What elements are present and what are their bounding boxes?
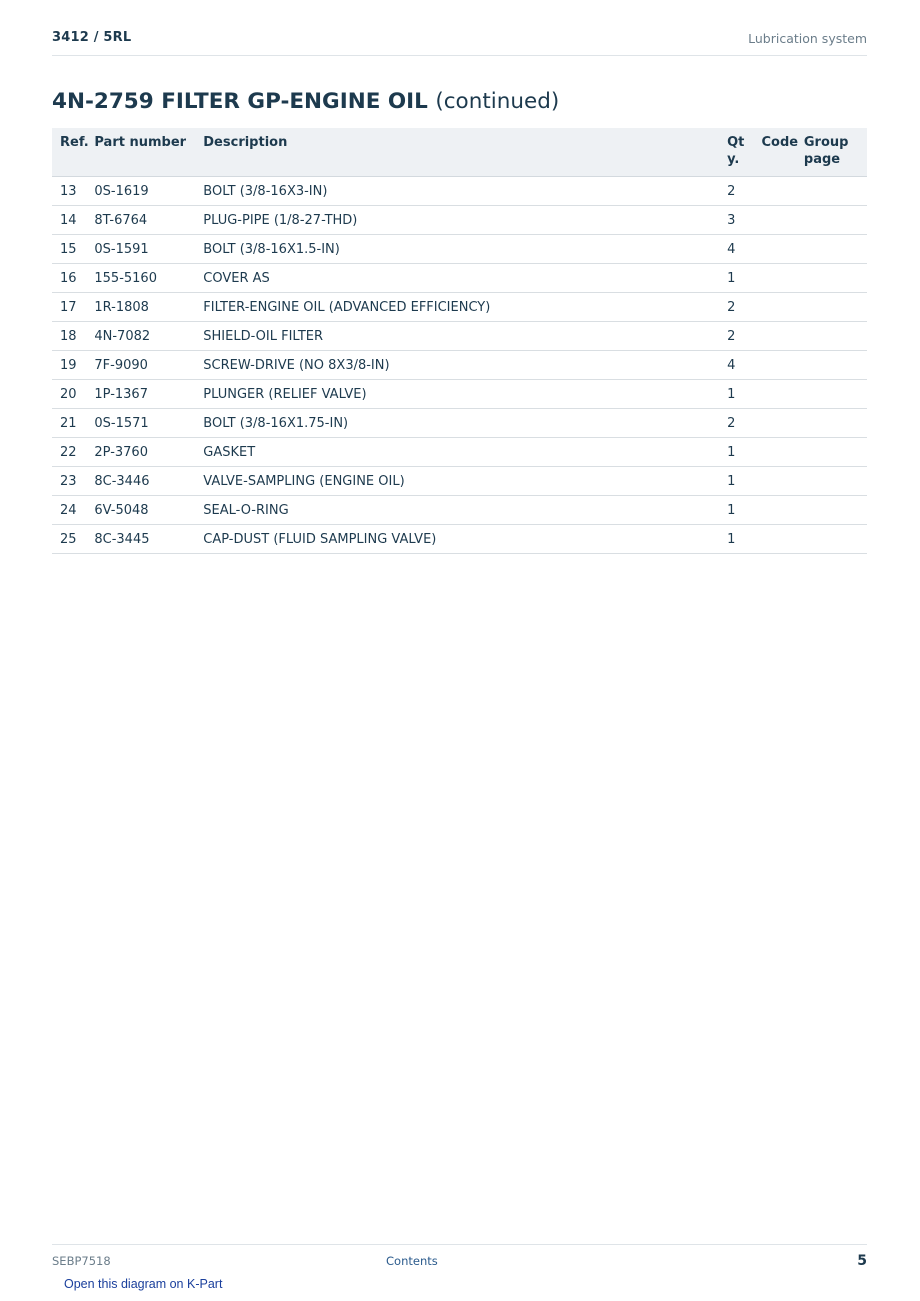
cell-description: SHIELD-OIL FILTER [195, 322, 719, 351]
cell-qty: 4 [719, 235, 753, 264]
cell-group-page [796, 235, 867, 264]
cell-code [753, 438, 795, 467]
cell-description: BOLT (3/8-16X1.5-IN) [195, 235, 719, 264]
cell-description: PLUNGER (RELIEF VALVE) [195, 380, 719, 409]
table-header-row [52, 128, 867, 177]
cell-description: FILTER-ENGINE OIL (ADVANCED EFFICIENCY) [195, 293, 719, 322]
cell-part-number: 8T-6764 [86, 206, 195, 235]
cell-description: CAP-DUST (FLUID SAMPLING VALVE) [195, 525, 719, 554]
column-header-ref: Ref. [52, 128, 86, 177]
cell-description: GASKET [195, 438, 719, 467]
cell-code [753, 467, 795, 496]
cell-group-page [796, 467, 867, 496]
cell-description: PLUG-PIPE (1/8-27-THD) [195, 206, 719, 235]
table-row [52, 438, 867, 467]
column-header-group-page: Group page [796, 128, 867, 177]
parts-table [52, 128, 867, 554]
page-header [52, 28, 867, 56]
section-name: Lubrication system [748, 31, 867, 46]
cell-qty: 2 [719, 177, 753, 206]
table-row [52, 264, 867, 293]
cell-ref: 15 [52, 235, 86, 264]
cell-part-number: 8C-3446 [86, 467, 195, 496]
cell-qty: 2 [719, 322, 753, 351]
cell-code [753, 264, 795, 293]
table-row [52, 467, 867, 496]
cell-description: SCREW-DRIVE (NO 8X3/8-IN) [195, 351, 719, 380]
table-row [52, 351, 867, 380]
contents-link[interactable]: Contents [386, 1254, 438, 1268]
cell-part-number: 6V-5048 [86, 496, 195, 525]
cell-ref: 24 [52, 496, 86, 525]
cell-part-number: 4N-7082 [86, 322, 195, 351]
column-header-code: Code [753, 128, 795, 177]
cell-description: BOLT (3/8-16X3-IN) [195, 177, 719, 206]
cell-group-page [796, 438, 867, 467]
page-footer [52, 1244, 867, 1301]
cell-ref: 18 [52, 322, 86, 351]
cell-part-number: 0S-1571 [86, 409, 195, 438]
cell-ref: 14 [52, 206, 86, 235]
cell-code [753, 496, 795, 525]
cell-ref: 17 [52, 293, 86, 322]
open-diagram-link[interactable]: Open this diagram on K-Part [64, 1277, 223, 1291]
cell-description: BOLT (3/8-16X1.75-IN) [195, 409, 719, 438]
cell-description: VALVE-SAMPLING (ENGINE OIL) [195, 467, 719, 496]
cell-part-number: 155-5160 [86, 264, 195, 293]
cell-description: SEAL-O-RING [195, 496, 719, 525]
cell-ref: 20 [52, 380, 86, 409]
cell-group-page [796, 264, 867, 293]
cell-ref: 16 [52, 264, 86, 293]
cell-ref: 22 [52, 438, 86, 467]
cell-ref: 25 [52, 525, 86, 554]
table-row [52, 235, 867, 264]
cell-group-page [796, 496, 867, 525]
document-id: SEBP7518 [52, 1254, 111, 1268]
table-row [52, 525, 867, 554]
cell-code [753, 322, 795, 351]
cell-ref: 13 [52, 177, 86, 206]
model-code: 3412 / 5RL [52, 30, 132, 45]
parts-table-body [52, 177, 867, 554]
cell-ref: 23 [52, 467, 86, 496]
cell-group-page [796, 206, 867, 235]
cell-part-number: 2P-3760 [86, 438, 195, 467]
table-row [52, 322, 867, 351]
table-row [52, 177, 867, 206]
cell-code [753, 525, 795, 554]
cell-qty: 1 [719, 380, 753, 409]
cell-code [753, 409, 795, 438]
cell-group-page [796, 525, 867, 554]
cell-qty: 1 [719, 496, 753, 525]
cell-ref: 19 [52, 351, 86, 380]
cell-group-page [796, 322, 867, 351]
cell-part-number: 0S-1619 [86, 177, 195, 206]
cell-ref: 21 [52, 409, 86, 438]
page-number: 5 [857, 1253, 867, 1269]
cell-qty: 1 [719, 467, 753, 496]
title-suffix: (continued) [435, 89, 560, 114]
cell-qty: 2 [719, 409, 753, 438]
table-row [52, 206, 867, 235]
cell-part-number: 0S-1591 [86, 235, 195, 264]
cell-group-page [796, 409, 867, 438]
cell-code [753, 351, 795, 380]
cell-code [753, 235, 795, 264]
cell-qty: 2 [719, 293, 753, 322]
table-row [52, 409, 867, 438]
cell-group-page [796, 351, 867, 380]
column-header-description: Description [195, 128, 719, 177]
title-main: 4N-2759 FILTER GP-ENGINE OIL [52, 89, 428, 114]
cell-description: COVER AS [195, 264, 719, 293]
column-header-qty: Qty. [719, 128, 753, 177]
cell-code [753, 177, 795, 206]
cell-group-page [796, 380, 867, 409]
column-header-part-number: Part number [86, 128, 195, 177]
cell-qty: 1 [719, 264, 753, 293]
cell-part-number: 8C-3445 [86, 525, 195, 554]
cell-qty: 1 [719, 525, 753, 554]
cell-qty: 4 [719, 351, 753, 380]
cell-group-page [796, 293, 867, 322]
cell-code [753, 380, 795, 409]
table-row [52, 293, 867, 322]
cell-qty: 3 [719, 206, 753, 235]
table-row [52, 496, 867, 525]
cell-qty: 1 [719, 438, 753, 467]
cell-group-page [796, 177, 867, 206]
cell-part-number: 1R-1808 [86, 293, 195, 322]
page-title [52, 89, 559, 114]
table-row [52, 380, 867, 409]
cell-code [753, 293, 795, 322]
cell-part-number: 7F-9090 [86, 351, 195, 380]
cell-code [753, 206, 795, 235]
cell-part-number: 1P-1367 [86, 380, 195, 409]
